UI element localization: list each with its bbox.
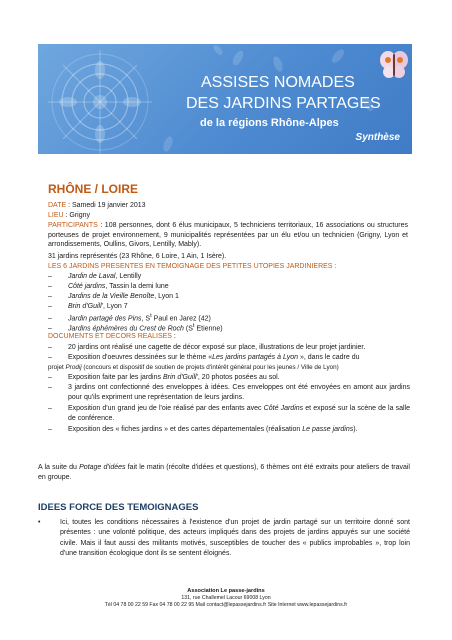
- ideas-heading: IDEES FORCE DES TEMOIGNAGES: [38, 502, 199, 513]
- bullet-icon: •: [38, 519, 41, 526]
- date-label: DATE: [48, 202, 67, 209]
- banner-synthese-label: Synthèse: [355, 132, 400, 143]
- participants-text: : 108 personnes, dont 6 élus municipaux, 5 techniciens territoriaux, 16 associations ou structures porteuses de projet environnement, 9 municipalités représentées par un élu et/ou un technicien (Grigny, Lyon et arrondissements, Oullins, Givors, Lentilly, Mably).: [48, 222, 408, 249]
- docs-heading: DOCUMENTS ET DECORS REALISES: [48, 333, 172, 340]
- lieu-line: [48, 211, 90, 221]
- date-line: [48, 201, 146, 211]
- banner-title-line2: DES JARDINS PARTAGES: [186, 95, 381, 112]
- list-item: – 20 jardins ont réalisé une cagette de décor exposé sur place, illustrations de leur projet jardinier.: [48, 344, 366, 351]
- section-title: RHÔNE / LOIRE: [48, 182, 139, 196]
- list-item: • Ici, toutes les conditions nécessaires à l'existence d'un projet de jardin partagé sur un territoire donné sont présentes : une volonté politique, des acteurs impliqués dans des projets de jardins appuyés sur une société civile. Mais il faut aussi des militants motivés, susceptibles de toucher des « publics improbables », trop loin d'une transition écologique dont ils se sentent éloignés.: [38, 519, 410, 558]
- footer-address: 131, rue Challemel Lacour 69008 Lyon: [181, 595, 271, 601]
- list-item: – Exposition faite par les jardins Brin d'Guill', 20 photos posées au sol.: [48, 374, 280, 381]
- list-item: – Jardins de la Vieille Benoîte, Lyon 1: [48, 293, 179, 300]
- jardins-heading: LES 6 JARDINS PRESENTES EN TEMOIGNAGE DES PETITES UTOPIES JARDINIERES :: [48, 263, 337, 270]
- list-item: – Jardin partagé des Pins, $S^t$ Paul en Jarez (42): [48, 313, 211, 323]
- footer-org: Association Le passe-jardins: [187, 588, 265, 594]
- participants-label: PARTICIPANTS: [48, 222, 98, 229]
- list-item: – 3 jardins ont confectionné des enveloppes à idées. Ces enveloppes ont été envoyées en amont aux jardins pour qu'ils expriment une représentation de leurs jardins.: [48, 384, 410, 401]
- list-item: – Brin d'Guill', Lyon 7: [48, 303, 128, 310]
- intro-paragraph: A la suite du Potage d'idées fait le matin (récolte d'idées et questions), 6 thèmes ont été extraits pour ateliers de travail en groupe.: [38, 464, 410, 481]
- list-item-continuation: projet Prodij (concours et dispositif de soutien de projets d'intérêt général pour les jeunes / Ville de Lyon): [48, 364, 339, 371]
- docs-heading-line: DOCUMENTS ET DECORS REALISES :: [48, 333, 176, 340]
- list-item: – Exposition des « fiches jardins » et des cartes départementales (réalisation Le passe jardins).: [48, 426, 358, 433]
- list-item: – Exposition d'oeuvres dessinées sur le thème «Les jardins partagés à Lyon », dans le cadre du: [48, 354, 360, 361]
- list-item: – Jardin de Laval, Lentilly: [48, 273, 142, 280]
- header-banner: [38, 44, 412, 154]
- list-item: – Côté jardins, Tassin la demi lune: [48, 283, 169, 290]
- list-item: – Exposition d'un grand jeu de l'oie réalisé par des enfants avec Côté Jardins et exposé sur la scène de la salle de conférence.: [48, 405, 411, 422]
- footer-contact: Tél 04 78 00 22 59 Fax 04 78 00 22 95 Mail contact@lepassejardins.fr Site Internet www.lepassejardins.fr: [104, 602, 348, 608]
- jardins-count: 31 jardins représentés (23 Rhône, 6 Loire, 1 Ain, 1 Isère).: [48, 253, 227, 260]
- banner-title-line1: ASSISES NOMADES: [201, 74, 355, 91]
- date-value: : Samedi 19 janvier 2013: [66, 202, 146, 209]
- list-item: – Jardins éphémères du Crest de Roch ($S^t$ Etienne): [48, 323, 223, 333]
- butterfly-icon: [378, 48, 410, 80]
- participants-paragraph: [48, 221, 408, 250]
- lieu-label: LIEU: [48, 212, 64, 219]
- banner-subtitle: de la régions Rhône-Alpes: [200, 117, 339, 129]
- lieu-value: : Grigny: [63, 212, 91, 219]
